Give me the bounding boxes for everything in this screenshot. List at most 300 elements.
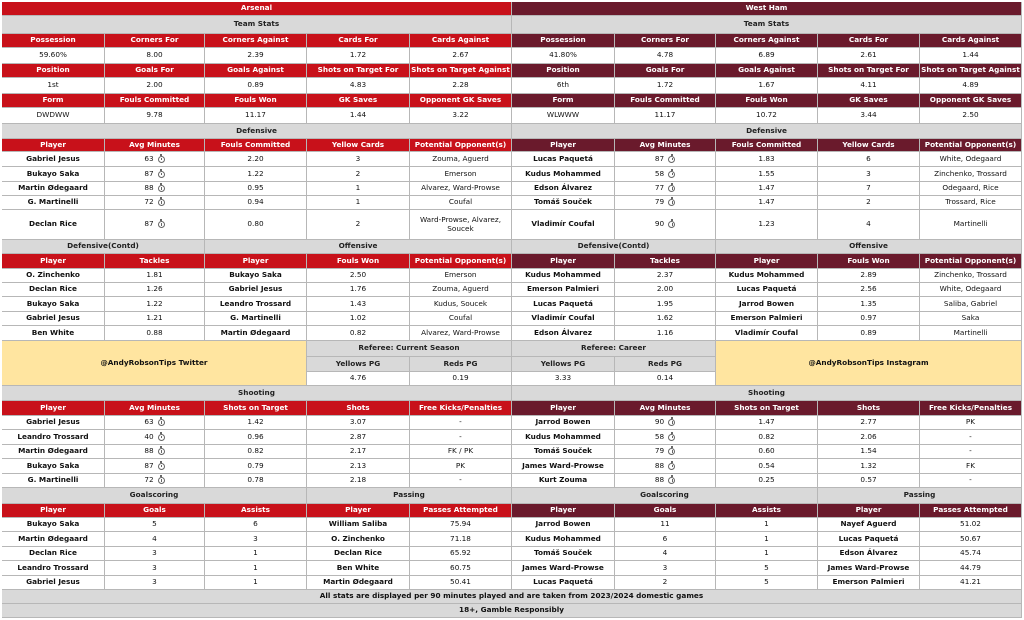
table-cell-text: PK bbox=[455, 460, 466, 470]
stat-header bbox=[615, 64, 716, 78]
table-cell-text: 88 bbox=[144, 183, 154, 193]
stopwatch-icon bbox=[668, 434, 675, 441]
player-name bbox=[512, 182, 615, 196]
table-cell-text: FK bbox=[966, 460, 975, 470]
referee-value-text: 3.33 bbox=[554, 373, 572, 383]
table-cell-text: 1.95 bbox=[656, 298, 674, 308]
player-name-text: Gabriel Jesus bbox=[228, 284, 283, 294]
player-name-text: Ben White bbox=[336, 562, 380, 572]
player-name-text: Edson Álvarez bbox=[534, 327, 592, 337]
table-cell-text: 79 bbox=[654, 197, 665, 207]
table-cell-text: Zinchenko, Trossard bbox=[934, 270, 1007, 280]
referee-career-title bbox=[512, 341, 716, 357]
table-cell-text: 1 bbox=[253, 577, 258, 587]
column-header-text: Player bbox=[40, 402, 66, 412]
table-cell bbox=[615, 576, 716, 590]
player-name-text: Lucas Paquetá bbox=[736, 284, 797, 294]
player-name bbox=[2, 297, 105, 312]
stopwatch-icon bbox=[668, 185, 675, 192]
stat-value-text: 10.72 bbox=[756, 110, 777, 120]
player-name-text: Jarrod Bowen bbox=[535, 417, 591, 427]
referee-header bbox=[410, 357, 512, 372]
table-cell bbox=[716, 459, 818, 474]
table-cell-text: 2 bbox=[866, 197, 871, 207]
table-cell bbox=[920, 518, 1022, 532]
column-header bbox=[920, 504, 1022, 518]
column-header bbox=[2, 401, 105, 416]
table-cell-text: Kudus, Soucek bbox=[433, 298, 488, 308]
stat-value-text: 6.89 bbox=[758, 50, 775, 60]
table-cell bbox=[716, 576, 818, 590]
table-cell-text: 2.13 bbox=[349, 460, 367, 470]
table-cell-text: 2.06 bbox=[860, 431, 877, 441]
table-cell bbox=[920, 269, 1022, 283]
stat-header-text: Shots on Target Against bbox=[411, 65, 510, 75]
stat-header-text: GK Saves bbox=[849, 95, 888, 105]
table-cell-text: Saliba, Gabriel bbox=[943, 298, 998, 308]
table-cell-text: 3.07 bbox=[349, 417, 367, 427]
table-cell-text: 0.94 bbox=[247, 197, 264, 207]
stat-header bbox=[615, 34, 716, 48]
stat-header bbox=[205, 94, 307, 108]
table-cell bbox=[410, 210, 512, 240]
table-cell-text: - bbox=[969, 431, 972, 441]
player-name-text: Lucas Paquetá bbox=[533, 577, 593, 587]
section-title-shooting-text: Shooting bbox=[748, 387, 785, 397]
table-cell-text: 2 bbox=[662, 577, 668, 587]
table-cell bbox=[615, 312, 716, 326]
column-header bbox=[205, 254, 307, 269]
stopwatch-icon bbox=[668, 221, 675, 228]
stat-header-text: Position bbox=[36, 65, 70, 75]
player-name-text: Kudus Mohammed bbox=[525, 533, 601, 543]
stat-value-text: 4.11 bbox=[860, 80, 877, 90]
table-cell-text: 2.18 bbox=[349, 475, 367, 485]
table-cell bbox=[716, 196, 818, 210]
table-cell-text: 72 bbox=[144, 197, 154, 207]
table-cell bbox=[920, 196, 1022, 210]
player-name-text: Vladimír Coufal bbox=[531, 313, 595, 323]
column-header-text: Goals bbox=[143, 505, 166, 515]
column-header-text: Avg Minutes bbox=[639, 402, 691, 412]
table-cell-text: Zouma, Aguerd bbox=[432, 153, 489, 163]
player-name bbox=[2, 269, 105, 283]
stat-header bbox=[2, 34, 105, 48]
stat-value-text: 1.67 bbox=[758, 80, 775, 90]
table-cell bbox=[920, 312, 1022, 326]
table-cell bbox=[920, 297, 1022, 312]
table-cell bbox=[818, 430, 920, 445]
table-cell-text: 1.54 bbox=[860, 446, 877, 456]
table-cell bbox=[920, 532, 1022, 547]
referee-value-text: 4.76 bbox=[349, 373, 367, 383]
player-name-text: Kudus Mohammed bbox=[525, 270, 601, 280]
player-name bbox=[716, 312, 818, 326]
player-name bbox=[512, 518, 615, 532]
column-header bbox=[410, 504, 512, 518]
table-cell-text: 4 bbox=[662, 548, 668, 558]
table-cell-text: 0.80 bbox=[247, 219, 264, 229]
table-cell bbox=[307, 416, 410, 430]
section-title-offensive-text: Offensive bbox=[849, 241, 888, 251]
stat-value bbox=[205, 78, 307, 94]
table-cell bbox=[615, 297, 716, 312]
column-header-text: Player bbox=[40, 255, 66, 265]
player-name-text: Bukayo Saka bbox=[26, 460, 80, 470]
table-cell bbox=[205, 152, 307, 167]
stat-header bbox=[818, 34, 920, 48]
table-cell bbox=[920, 430, 1022, 445]
stat-value-text: DWDWW bbox=[36, 110, 70, 120]
column-header-text: Shots bbox=[346, 402, 370, 412]
column-header-text: Avg Minutes bbox=[639, 139, 691, 149]
table-cell-text: 1.23 bbox=[758, 219, 775, 229]
player-name-text: Kudus Mohammed bbox=[525, 431, 601, 441]
table-cell bbox=[818, 283, 920, 297]
stat-value-text: 3.44 bbox=[860, 110, 877, 120]
table-cell bbox=[410, 459, 512, 474]
table-cell bbox=[410, 547, 512, 561]
stopwatch-icon bbox=[158, 477, 165, 484]
stat-header-text: Possession bbox=[540, 35, 586, 45]
column-header-text: Goals bbox=[653, 505, 677, 515]
twitter-promo-link[interactable] bbox=[2, 341, 307, 386]
stat-value bbox=[512, 78, 615, 94]
column-header-text: Assists bbox=[751, 505, 781, 515]
team-header-home bbox=[2, 2, 512, 16]
stat-value-text: 11.17 bbox=[654, 110, 676, 120]
instagram-promo-link[interactable] bbox=[716, 341, 1022, 386]
player-name bbox=[512, 430, 615, 445]
section-title-defensive-contd bbox=[512, 240, 716, 254]
table-cell-text: 1.62 bbox=[656, 313, 674, 323]
table-cell-text: Coufal bbox=[448, 313, 473, 323]
section-title-team-stats bbox=[2, 16, 512, 34]
table-cell bbox=[920, 326, 1022, 341]
player-name-text: Bukayo Saka bbox=[26, 168, 80, 178]
stat-header bbox=[920, 94, 1022, 108]
table-cell-text: 1.21 bbox=[146, 313, 163, 323]
player-name bbox=[512, 283, 615, 297]
column-header bbox=[105, 401, 205, 416]
stat-header bbox=[512, 34, 615, 48]
stat-value-text: 1.72 bbox=[349, 50, 367, 60]
player-name bbox=[2, 416, 105, 430]
player-name-text: Gabriel Jesus bbox=[26, 153, 80, 163]
table-cell-text: 1.83 bbox=[758, 153, 775, 163]
player-name-text: O. Zinchenko bbox=[26, 270, 80, 280]
stat-value-text: 4.78 bbox=[656, 50, 674, 60]
stat-value-text: 4.83 bbox=[349, 80, 367, 90]
player-name bbox=[512, 297, 615, 312]
table-cell bbox=[920, 210, 1022, 240]
table-cell bbox=[818, 269, 920, 283]
column-header bbox=[615, 401, 716, 416]
stat-header-text: Cards For bbox=[338, 35, 378, 45]
section-title-defensive-contd bbox=[2, 240, 205, 254]
column-header bbox=[205, 401, 307, 416]
column-header-text: Player bbox=[550, 505, 576, 515]
table-cell-text: White, Odegaard bbox=[939, 284, 1002, 294]
table-cell bbox=[920, 416, 1022, 430]
table-cell bbox=[105, 532, 205, 547]
stat-value-text: 11.17 bbox=[245, 110, 266, 120]
table-cell bbox=[105, 167, 205, 182]
section-title-shooting bbox=[2, 386, 512, 401]
stat-header bbox=[716, 34, 818, 48]
table-cell bbox=[307, 167, 410, 182]
stat-header bbox=[818, 94, 920, 108]
stopwatch-icon bbox=[668, 448, 675, 455]
column-header-text: Avg Minutes bbox=[129, 139, 180, 149]
table-cell bbox=[920, 182, 1022, 196]
table-cell-text: 3 bbox=[253, 533, 258, 543]
table-cell bbox=[205, 196, 307, 210]
stat-header bbox=[205, 34, 307, 48]
table-cell-text: 1.76 bbox=[349, 284, 367, 294]
table-cell bbox=[105, 269, 205, 283]
column-header-text: Shots bbox=[856, 402, 881, 412]
table-cell-text: 87 bbox=[144, 168, 154, 178]
team-header-away-text: West Ham bbox=[745, 3, 788, 13]
table-cell bbox=[716, 474, 818, 488]
table-cell-text: 1 bbox=[764, 519, 769, 529]
player-name bbox=[716, 269, 818, 283]
table-cell-text: 3 bbox=[152, 577, 157, 587]
player-name bbox=[716, 283, 818, 297]
table-cell-text: 87 bbox=[654, 153, 665, 163]
table-cell bbox=[205, 547, 307, 561]
table-cell-text: Odegaard, Rice bbox=[942, 183, 999, 193]
table-cell bbox=[410, 326, 512, 341]
stopwatch-icon bbox=[668, 171, 675, 178]
table-cell-text: 90 bbox=[654, 219, 665, 229]
column-header-text: Avg Minutes bbox=[129, 402, 180, 412]
table-cell bbox=[818, 326, 920, 341]
stat-value bbox=[205, 108, 307, 124]
referee-header bbox=[307, 357, 410, 372]
table-cell-text: 41.21 bbox=[960, 577, 981, 587]
player-name bbox=[818, 532, 920, 547]
table-cell bbox=[307, 210, 410, 240]
table-cell-text: Zinchenko, Trossard bbox=[934, 168, 1007, 178]
stat-header-text: Cards Against bbox=[941, 35, 1000, 45]
column-header bbox=[105, 139, 205, 152]
referee-header-text: Yellows PG bbox=[540, 358, 586, 368]
table-cell-text: 2.87 bbox=[349, 431, 367, 441]
stat-header-text: Corners Against bbox=[222, 35, 289, 45]
table-cell bbox=[920, 474, 1022, 488]
table-cell-text: 2 bbox=[355, 168, 361, 178]
stat-value bbox=[920, 78, 1022, 94]
column-header-text: Potential Opponent(s) bbox=[924, 139, 1017, 149]
referee-season-title bbox=[307, 341, 512, 357]
table-cell-text: 0.89 bbox=[860, 327, 877, 337]
table-cell bbox=[105, 297, 205, 312]
player-name-text: James Ward-Prowse bbox=[522, 562, 604, 572]
table-cell-text: 50.41 bbox=[450, 577, 471, 587]
table-cell-text: 2.17 bbox=[349, 446, 367, 456]
stat-header bbox=[410, 64, 512, 78]
table-cell bbox=[615, 430, 716, 445]
stat-value-text: WLWWW bbox=[546, 110, 580, 120]
stat-value bbox=[818, 48, 920, 64]
stat-header bbox=[615, 94, 716, 108]
table-cell-text: 11 bbox=[660, 519, 670, 529]
table-cell-text: 1.16 bbox=[656, 327, 674, 337]
column-header-text: Player bbox=[753, 255, 780, 265]
table-cell bbox=[307, 326, 410, 341]
table-cell bbox=[716, 561, 818, 576]
player-name bbox=[512, 576, 615, 590]
table-cell bbox=[307, 182, 410, 196]
player-name bbox=[512, 532, 615, 547]
column-header-text: Yellow Cards bbox=[842, 139, 895, 149]
player-name bbox=[512, 196, 615, 210]
player-name-text: O. Zinchenko bbox=[331, 533, 385, 543]
player-name bbox=[512, 210, 615, 240]
table-cell-text: 88 bbox=[654, 475, 665, 485]
player-name-text: Tomáš Souček bbox=[533, 548, 593, 558]
stat-header-text: Shots on Target For bbox=[828, 65, 909, 75]
stopwatch-icon bbox=[158, 434, 165, 441]
section-title-defensive-contd-text: Defensive(Contd) bbox=[67, 241, 139, 251]
section-title-defensive-contd-text: Defensive(Contd) bbox=[577, 241, 650, 251]
stat-header bbox=[307, 94, 410, 108]
table-cell bbox=[307, 445, 410, 459]
table-cell-text: 0.82 bbox=[758, 431, 775, 441]
stat-value-text: 41.80% bbox=[549, 50, 577, 60]
table-cell bbox=[105, 474, 205, 488]
table-cell bbox=[716, 445, 818, 459]
table-cell bbox=[410, 312, 512, 326]
player-name bbox=[2, 518, 105, 532]
column-header-text: Passes Attempted bbox=[933, 505, 1008, 515]
table-cell bbox=[818, 445, 920, 459]
team-header-away bbox=[512, 2, 1022, 16]
player-name-text: Leandro Trossard bbox=[17, 562, 89, 572]
table-cell bbox=[105, 576, 205, 590]
section-title-defensive-text: Defensive bbox=[746, 125, 787, 135]
player-name-text: Gabriel Jesus bbox=[26, 577, 80, 587]
table-cell bbox=[105, 416, 205, 430]
column-header-text: Player bbox=[345, 505, 371, 515]
section-title-offensive-text: Offensive bbox=[338, 241, 378, 251]
table-cell bbox=[615, 445, 716, 459]
stat-header bbox=[818, 64, 920, 78]
table-cell bbox=[410, 152, 512, 167]
table-cell-text: 58 bbox=[654, 431, 665, 441]
column-header-text: Shots on Target bbox=[734, 402, 799, 412]
table-cell-text: 2.37 bbox=[656, 270, 674, 280]
stat-header-text: Shots on Target For bbox=[317, 65, 399, 75]
stat-value bbox=[818, 108, 920, 124]
table-cell bbox=[205, 518, 307, 532]
table-cell-text: Trossard, Rice bbox=[945, 197, 996, 207]
table-cell bbox=[615, 561, 716, 576]
player-name-text: Edson Álvarez bbox=[534, 183, 592, 193]
table-cell-text: 1 bbox=[355, 197, 361, 207]
stat-value-text: 2.00 bbox=[146, 80, 163, 90]
stopwatch-icon bbox=[158, 171, 165, 178]
table-cell-text: 1.22 bbox=[146, 298, 163, 308]
player-name-text: Declan Rice bbox=[334, 548, 382, 558]
table-cell bbox=[307, 269, 410, 283]
stat-value bbox=[105, 78, 205, 94]
player-name bbox=[2, 532, 105, 547]
table-cell-text: Emerson bbox=[444, 270, 477, 280]
table-cell-text: FK / PK bbox=[447, 446, 474, 456]
table-cell bbox=[615, 167, 716, 182]
player-name-text: Bukayo Saka bbox=[26, 298, 80, 308]
player-name-text: Edson Álvarez bbox=[839, 548, 898, 558]
section-title-passing-text: Passing bbox=[393, 490, 425, 500]
column-header bbox=[2, 254, 105, 269]
stat-header-text: Goals Against bbox=[738, 65, 795, 75]
section-title-passing-text: Passing bbox=[903, 490, 936, 500]
column-header bbox=[2, 139, 105, 152]
table-cell-text: 0.82 bbox=[349, 327, 367, 337]
column-header bbox=[818, 139, 920, 152]
table-cell-text: 3 bbox=[662, 562, 668, 572]
column-header bbox=[307, 139, 410, 152]
column-header bbox=[716, 504, 818, 518]
table-cell-text: 1 bbox=[764, 548, 769, 558]
stat-header bbox=[105, 64, 205, 78]
player-name bbox=[512, 167, 615, 182]
table-cell-text: 50.67 bbox=[960, 533, 981, 543]
stat-header-text: Fouls Committed bbox=[119, 95, 190, 105]
table-cell bbox=[615, 518, 716, 532]
stat-value-text: 1.44 bbox=[349, 110, 367, 120]
stat-header bbox=[410, 94, 512, 108]
table-cell-text: 75.94 bbox=[450, 519, 471, 529]
table-cell-text: Alvarez, Ward-Prowse bbox=[421, 183, 500, 193]
player-name bbox=[2, 445, 105, 459]
table-cell-text: 88 bbox=[144, 446, 154, 456]
section-title-passing bbox=[818, 488, 1022, 504]
table-cell bbox=[105, 283, 205, 297]
stat-header-text: GK Saves bbox=[338, 95, 378, 105]
stat-value bbox=[2, 108, 105, 124]
stat-header-text: Form bbox=[42, 95, 64, 105]
column-header bbox=[2, 504, 105, 518]
stopwatch-icon bbox=[668, 477, 675, 484]
table-cell-text: 45.74 bbox=[960, 548, 981, 558]
stopwatch-icon bbox=[668, 463, 675, 470]
table-cell bbox=[920, 152, 1022, 167]
table-cell-text: White, Odegaard bbox=[939, 153, 1002, 163]
column-header bbox=[205, 139, 307, 152]
table-cell bbox=[818, 182, 920, 196]
stat-header-text: Position bbox=[546, 65, 580, 75]
referee-value-text: 0.19 bbox=[452, 373, 469, 383]
section-title-goalscoring-text: Goalscoring bbox=[640, 490, 689, 500]
player-name bbox=[205, 269, 307, 283]
table-cell bbox=[105, 430, 205, 445]
stat-header-text: Corners For bbox=[130, 35, 179, 45]
stat-header bbox=[410, 34, 512, 48]
player-name bbox=[512, 326, 615, 341]
stat-header bbox=[2, 64, 105, 78]
stat-header bbox=[920, 64, 1022, 78]
player-name bbox=[2, 459, 105, 474]
player-name-text: Vladimír Coufal bbox=[531, 219, 595, 229]
player-name-text: Bukayo Saka bbox=[26, 519, 80, 529]
table-cell-text: 88 bbox=[654, 460, 665, 470]
table-cell-text: 2.00 bbox=[656, 284, 674, 294]
section-title-shooting-text: Shooting bbox=[238, 387, 275, 397]
